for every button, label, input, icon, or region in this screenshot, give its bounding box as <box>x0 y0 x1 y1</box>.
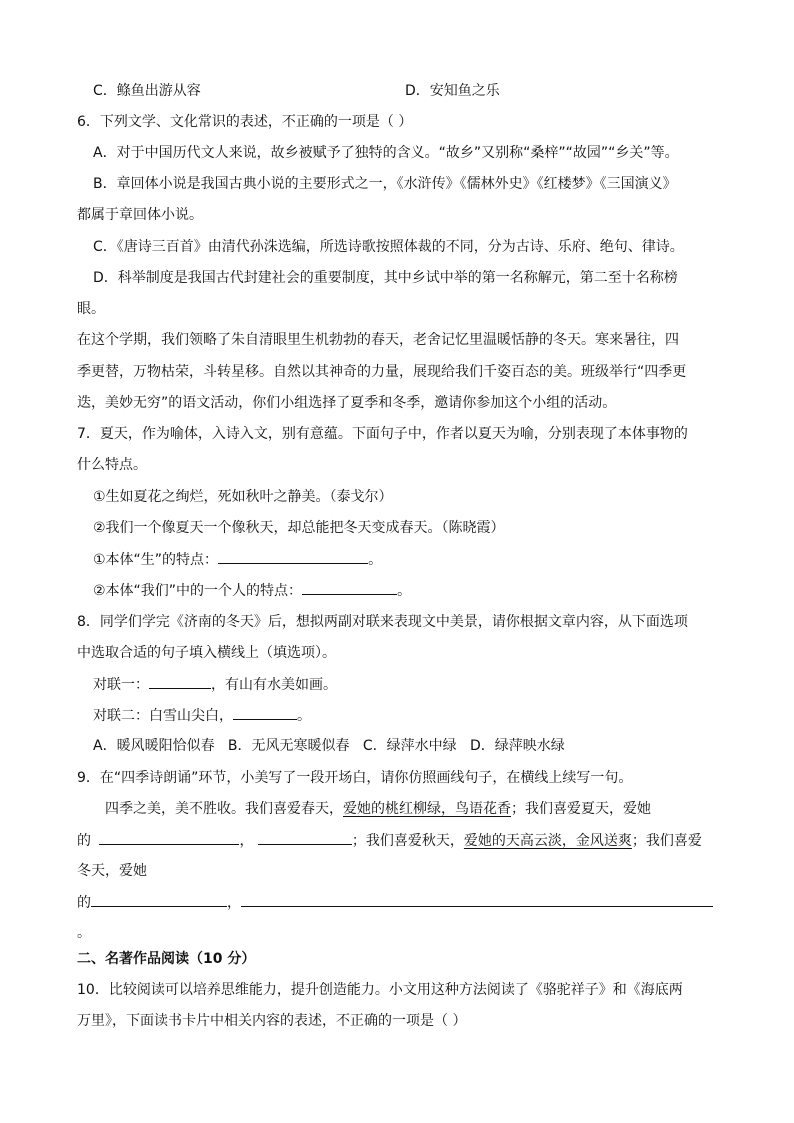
q6-option-a: A．对于中国历代文人来说，故乡被赋予了独特的含义。“故乡”又别称“桑梓”“故园”“乡关”等。 <box>93 145 679 161</box>
q9-para-line2 <box>77 830 702 851</box>
q7-answer-1-blank[interactable] <box>218 549 368 564</box>
q8-couplet-2-end: 。 <box>297 708 311 724</box>
q9-underlined-autumn: 爱她的天高云淡，金风送爽 <box>463 833 632 849</box>
q6-option-d-line1: D．科举制度是我国古代封建社会的重要制度，其中乡试中举的第一名称解元，第二至十名称榜 <box>93 270 678 286</box>
q7-answer-2-label: ②本体“我们”中的一个人的特点： <box>93 583 303 599</box>
q9-para-1c: ；我们喜爱夏天，爱她 <box>511 801 651 817</box>
q7-answer-1-end: 。 <box>368 552 383 568</box>
q9-winter-blank-2[interactable] <box>241 892 713 907</box>
q7-answer-2 <box>93 580 411 601</box>
q5-option-d: D．安知鱼之乐 <box>405 83 500 99</box>
intro-line2: 季更替，万物枯荣，斗转星移。自然以其神奇的力量，展现给我们千姿百态的美。班级举行“四季更 <box>77 364 687 380</box>
q7-answer-2-end: 。 <box>397 583 412 599</box>
q7-answer-1-label: ①本体“生”的特点： <box>93 552 219 568</box>
q9-summer-blank-2[interactable] <box>258 830 352 845</box>
q5-option-c: C．鲦鱼出游从容 <box>93 83 201 99</box>
q6-option-c: C．《唐诗三百首》由清代孙洙选编，所选诗歌按照体裁的不同，分为古诗、乐府、绝句、律诗。 <box>93 239 684 255</box>
section-2-title: 二、名著作品阅读（10 分） <box>77 951 256 967</box>
q8-couplet-2-label: 对联二：白雪山尖白， <box>93 708 233 724</box>
q6-option-d-line2: 眼。 <box>77 301 105 317</box>
intro-line3: 迭，美妙无穷”的语文活动，你们小组选择了夏季和冬季，邀请你参加这个小组的活动。 <box>77 395 617 411</box>
q10-stem-line1: 10．比较阅读可以培养思维能力，提升创造能力。小文用这种方法阅读了《骆驼祥子》和《海底两 <box>77 982 683 998</box>
q7-sentence-2: ②我们一个像夏天一个像秋天，却总能把冬天变成春天。（陈晓霞） <box>93 520 505 536</box>
q9-summer-blank-1[interactable] <box>99 830 239 845</box>
q7-answer-1 <box>93 549 382 570</box>
q7-answer-2-blank[interactable] <box>302 580 397 595</box>
q9-para-line5: 。 <box>77 925 91 941</box>
q9-para-line3: 冬天，爱她 <box>77 863 147 879</box>
q9-para-2e: ；我们喜爱 <box>631 833 702 849</box>
q9-para-2a: 的 <box>77 833 91 849</box>
q7-sentence-1: ①生如夏花之绚烂，死如秋叶之静美。（泰戈尔） <box>93 489 393 505</box>
q9-winter-blank-1[interactable] <box>91 892 227 907</box>
q6-option-b-line1: B．章回体小说是我国古典小说的主要形式之一，《水浒传》《儒林外史》《红楼梦》《三国演义》 <box>93 176 677 192</box>
q9-underlined-spring: 爱她的桃红柳绿，鸟语花香 <box>343 801 511 817</box>
q9-para-line4 <box>77 892 713 913</box>
q7-stem-line2: 什么特点。 <box>77 457 147 473</box>
q8-couplet-1-blank[interactable] <box>149 674 211 689</box>
q6-stem: 6．下列文学、文化常识的表述，不正确的一项是（ ） <box>77 114 413 130</box>
q9-para-4b: ， <box>227 895 241 911</box>
q9-para-2b: ， <box>239 833 254 849</box>
q9-stem: 9．在“四季诗朗诵”环节，小美写了一段开场白，请你仿照画线句子，在横线上续写一句。 <box>77 770 633 786</box>
q7-stem-line1: 7．夏天，作为喻体，入诗入文，别有意蕴。下面句子中，作者以夏天为喻，分别表现了本体事物的 <box>77 426 688 442</box>
q8-couplet-2-blank[interactable] <box>233 705 297 720</box>
q8-options: A．暖风暖阳恰似春 B．无风无寒暖似春 C．绿萍水中绿 D．绿萍映水绿 <box>93 738 565 754</box>
q8-couplet-1 <box>93 674 337 695</box>
q8-stem-line1: 8．同学们学完《济南的冬天》后，想拟两副对联来表现文中美景，请你根据文章内容，从下面选项 <box>77 614 688 630</box>
q9-para-1a: 四季之美，美不胜收。我们喜爱春天， <box>105 801 343 817</box>
q8-stem-line2: 中选取合适的句子填入横线上（填选项）。 <box>77 645 336 661</box>
q8-couplet-1-label: 对联一： <box>93 677 149 693</box>
intro-line1: 在这个学期，我们领略了朱自清眼里生机勃勃的春天，老舍记忆里温暖恬静的冬天。寒来暑往，四 <box>77 332 679 348</box>
q8-couplet-2 <box>93 705 311 726</box>
q10-stem-line2: 万里》，下面读书卡片中相关内容的表述，不正确的一项是（ ） <box>77 1013 467 1029</box>
q6-option-b-line2: 都属于章回体小说。 <box>77 207 203 223</box>
q9-para-line1 <box>105 799 651 819</box>
q9-para-2c: ；我们喜爱秋天， <box>351 833 464 849</box>
q8-couplet-1-rest: ，有山有水美如画。 <box>211 677 337 693</box>
q9-para-4a: 的 <box>77 895 91 911</box>
